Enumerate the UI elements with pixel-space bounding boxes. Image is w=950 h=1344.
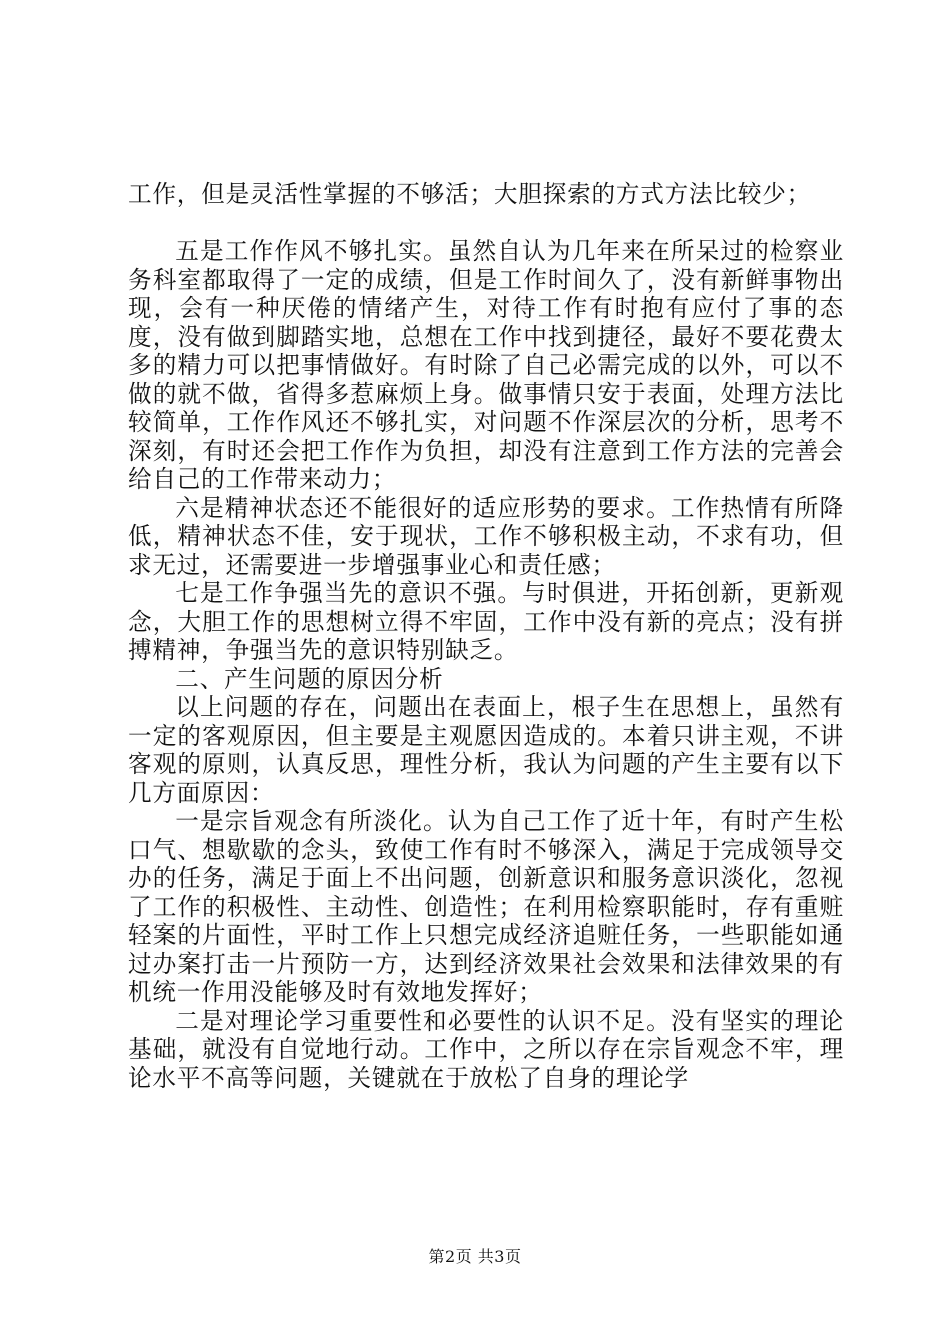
paragraph-five: 五是工作作风不够扎实。虽然自认为几年来在所呆过的检察业务科室都取得了一定的成绩，但是工作时间久了，没有新鲜事物出现，会有一种厌倦的情绪产生，对待工作有时抱有应付了事的态度，没有做到脚踏实地，总想在工作中找到捷径，最好不要花费太多的精力可以把事情做好。有时除了自己必需完成的以外，可以不做的就不做，省得多惹麻烦上身。做事情只安于表面，处理方法比较简单，工作作风还不够扎实，对问题不作深层次的分析，思考不深刻，有时还会把工作作为负担，却没有注意到工作方法的完善会给自己的工作带来动力； (128, 237, 844, 493)
section-heading: 二、产生问题的原因分析 (175, 664, 444, 693)
paragraph-six: 六是精神状态还不能很好的适应形势的要求。工作热情有所降低，精神状态不佳，安于现状，工作不够积极主动，不求有功，但求无过，还需要进一步增强事业心和责任感； (128, 493, 844, 579)
paragraph-cause-two: 二是对理论学习重要性和必要性的认识不足。没有坚实的理论基础，就没有自觉地行动。工作中，之所以存在宗旨观念不牢，理论水平不高等问题，关键就在于放松了自身的理论学 (128, 1006, 844, 1092)
page-indicator: 第2页 共3页 (428, 1247, 522, 1266)
document-body (128, 237, 844, 1092)
paragraph-cause-intro: 以上问题的存在，问题出在表面上，根子生在思想上，虽然有一定的客观原因，但主要是主观愿因造成的。本着只讲主观，不讲客观的原则，认真反思，理性分析，我认为问题的产生主要有以下几方面原因： (128, 693, 844, 807)
page-footer (0, 1247, 950, 1267)
paragraph-cause-one: 一是宗旨观念有所淡化。认为自己工作了近十年，有时产生松口气、想歇歇的念头，致使工作有时不够深入，满足于完成领导交办的任务，满足于面上不出问题，创新意识和服务意识淡化，忽视了工作的积极性、主动性、创造性；在利用检察职能时，存有重赃轻案的片面性，平时工作上只想完成经济追赃任务，一些职能如通过办案打击一片预防一方，达到经济效果社会效果和法律效果的有机统一作用没能够及时有效地发挥好； (128, 807, 844, 1006)
paragraph-seven: 七是工作争强当先的意识不强。与时俱进，开拓创新，更新观念，大胆工作的思想树立得不牢固，工作中没有新的亮点；没有拼搏精神，争强当先的意识特别缺乏。 (128, 579, 844, 664)
continuation-line (128, 180, 844, 209)
continuation-paragraph: 工作，但是灵活性掌握的不够活；大胆探索的方式方法比较少； (128, 180, 812, 208)
